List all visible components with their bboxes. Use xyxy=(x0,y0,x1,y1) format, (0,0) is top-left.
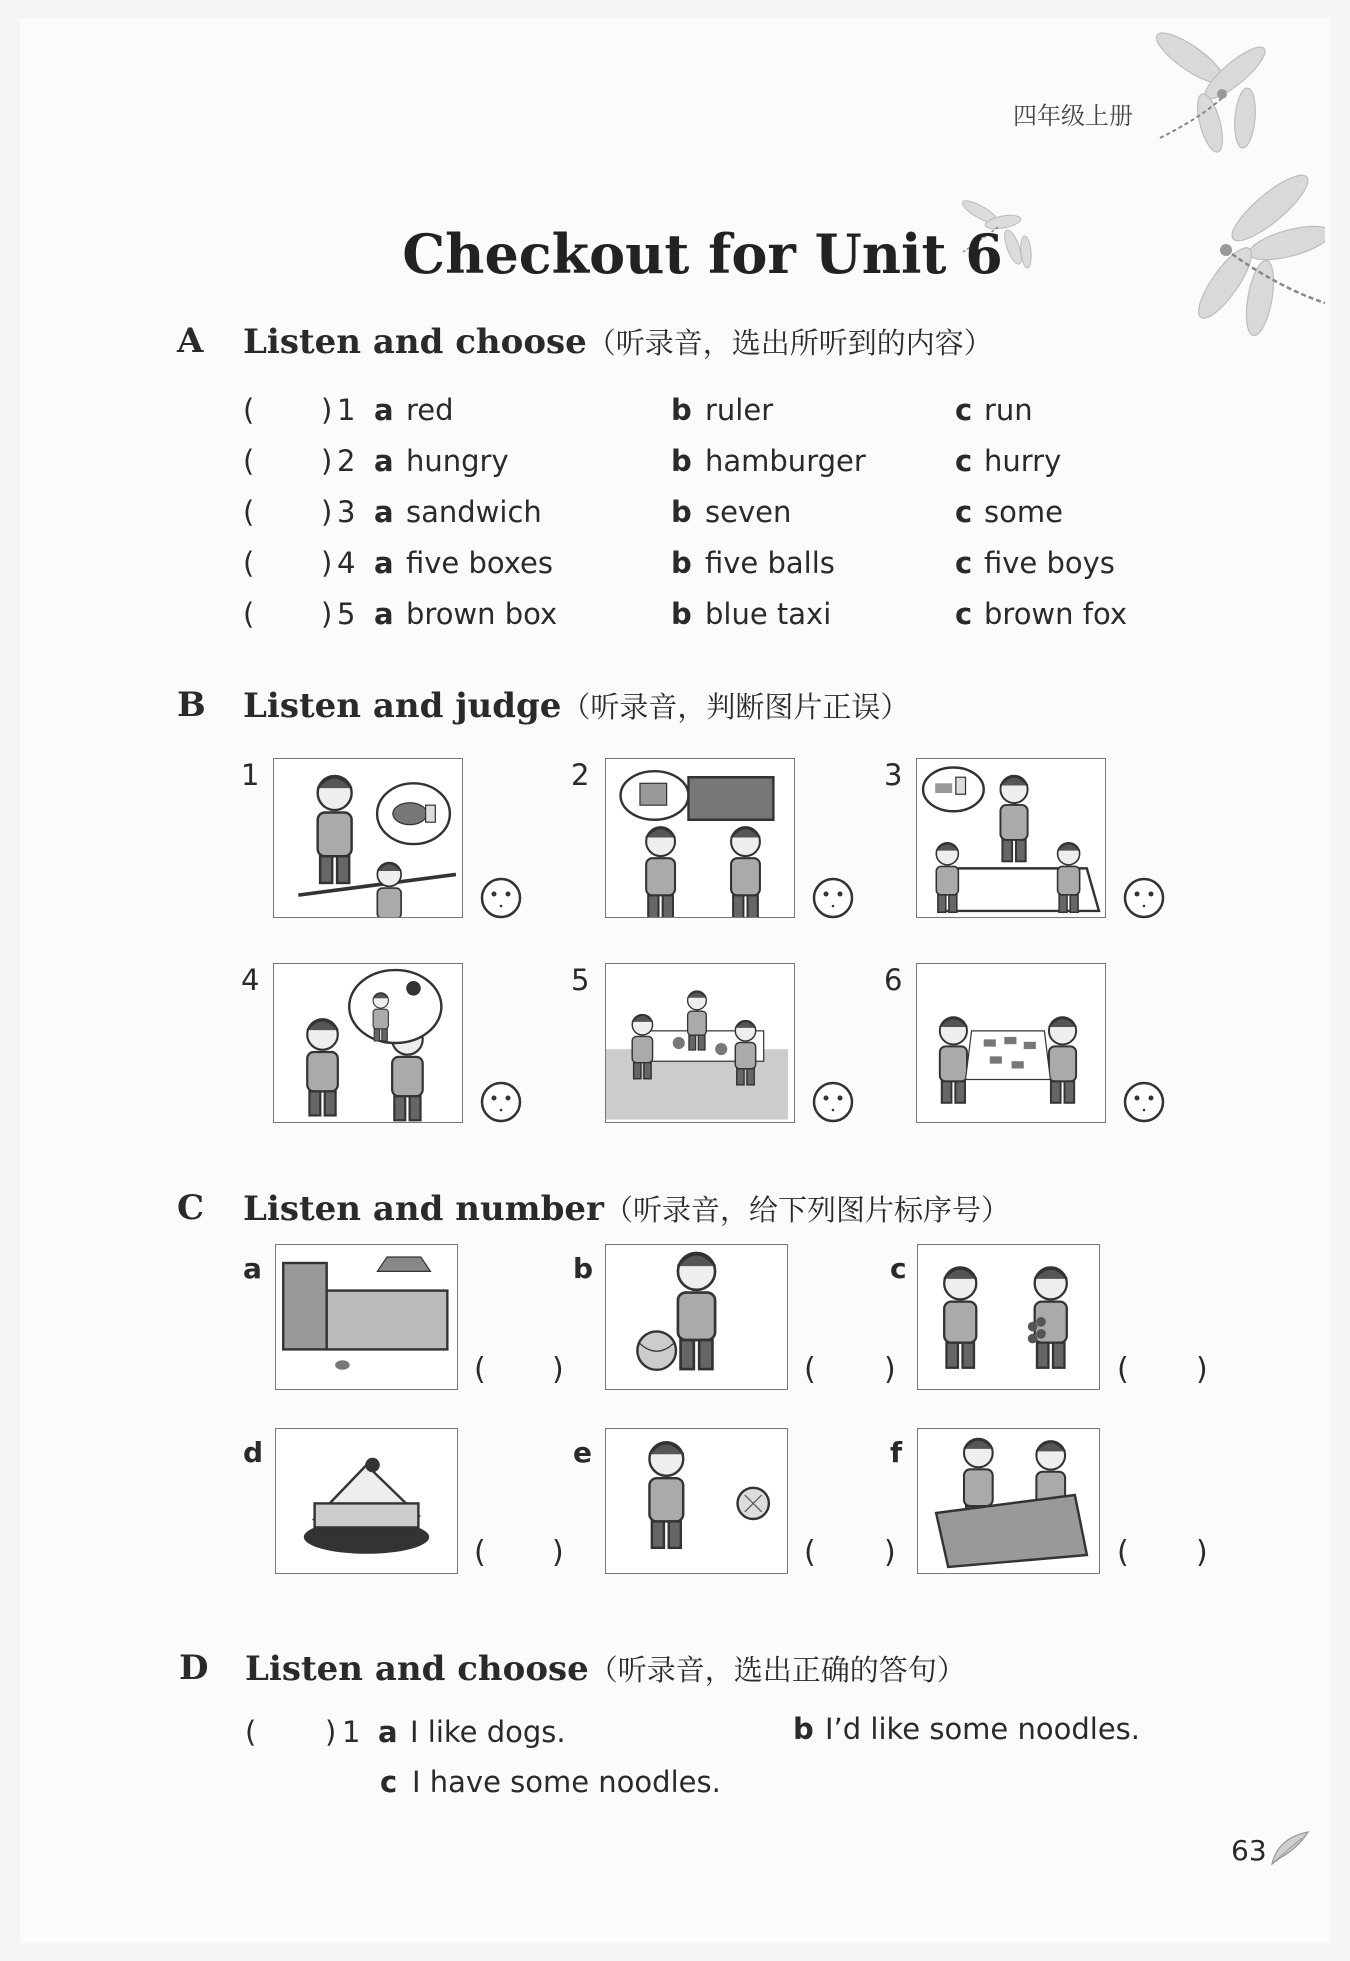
option-a-letter: a xyxy=(374,597,394,631)
option-c-text: hurry xyxy=(984,444,1062,478)
picture-label: e xyxy=(573,1436,592,1469)
judge-picture xyxy=(605,963,795,1123)
dragonfly-decoration-icon xyxy=(1140,18,1325,358)
section-a-title-cn: （听录音，选出所听到的内容） xyxy=(586,326,993,360)
option-a-letter: a xyxy=(374,444,394,478)
option-a-letter: a xyxy=(374,495,394,529)
section-d-title xyxy=(245,1648,966,1689)
option-b-text: hamburger xyxy=(705,444,866,478)
answer-paren-close[interactable]: ) xyxy=(552,1352,564,1387)
option-a-text: I like dogs. xyxy=(410,1715,566,1749)
answer-paren-open: ( xyxy=(243,393,255,427)
answer-paren-open: ( xyxy=(243,546,255,580)
answer-paren-close[interactable]: ) xyxy=(552,1535,564,1570)
option-c-letter: c xyxy=(955,495,973,529)
item-number: 4 xyxy=(337,546,356,580)
judge-face-icon[interactable] xyxy=(480,1081,522,1123)
option-b-letter: b xyxy=(671,444,692,478)
answer-paren-close: ) xyxy=(321,546,333,580)
section-d-title-cn: （听录音，选出正确的答句） xyxy=(588,1653,966,1687)
answer-paren-close: ) xyxy=(321,444,333,478)
section-b-title-cn: （听录音，判断图片正误） xyxy=(561,690,910,724)
option-c-text: some xyxy=(984,495,1063,529)
option-b-letter: b xyxy=(671,495,692,529)
picture-label: a xyxy=(243,1252,262,1285)
answer-paren-open: ( xyxy=(243,495,255,529)
picture-number: 6 xyxy=(884,963,903,997)
judge-face-icon[interactable] xyxy=(480,877,522,919)
judge-picture xyxy=(916,963,1106,1123)
picture-label: b xyxy=(573,1252,594,1285)
section-a-letter: A xyxy=(177,321,204,361)
number-picture xyxy=(917,1244,1100,1390)
option-b-letter: b xyxy=(671,393,692,427)
answer-paren-close: ) xyxy=(325,1715,337,1749)
answer-paren-close[interactable]: ) xyxy=(884,1352,896,1387)
judge-picture xyxy=(273,963,463,1123)
item-number: 2 xyxy=(337,444,356,478)
section-c-title xyxy=(243,1188,1010,1229)
answer-paren-open: ( xyxy=(245,1715,257,1749)
section-a-title xyxy=(243,321,993,362)
answer-paren-open[interactable]: ( xyxy=(1117,1352,1129,1387)
judge-face-icon[interactable] xyxy=(1123,1081,1165,1123)
section-d-title-en: Listen and choose xyxy=(245,1649,589,1689)
option-a-text: sandwich xyxy=(406,495,542,529)
picture-number: 5 xyxy=(571,963,590,997)
answer-paren-open[interactable]: ( xyxy=(804,1352,816,1387)
option-c-letter: c xyxy=(955,597,973,631)
section-c-letter: C xyxy=(177,1188,205,1228)
option-c-letter: c xyxy=(955,444,973,478)
option-b-letter: b xyxy=(671,597,692,631)
page-title: Checkout for Unit 6 xyxy=(402,222,1003,286)
option-a-text: red xyxy=(406,393,454,427)
section-b-title-en: Listen and judge xyxy=(243,686,562,726)
number-picture xyxy=(275,1244,458,1390)
picture-label: d xyxy=(243,1436,264,1469)
section-c-title-en: Listen and number xyxy=(243,1189,604,1229)
answer-paren-open[interactable]: ( xyxy=(1117,1535,1129,1570)
option-a-letter: a xyxy=(378,1715,398,1749)
option-a-text: hungry xyxy=(406,444,509,478)
option-b-text: seven xyxy=(705,495,792,529)
option-c-text: I have some noodles. xyxy=(412,1765,721,1799)
answer-paren-open: ( xyxy=(243,597,255,631)
judge-picture xyxy=(916,758,1106,918)
item-number: 1 xyxy=(342,1715,361,1749)
option-c-letter: c xyxy=(955,393,973,427)
option-b-text: ruler xyxy=(705,393,774,427)
judge-face-icon[interactable] xyxy=(812,877,854,919)
number-picture xyxy=(605,1244,788,1390)
section-b-title xyxy=(243,685,909,726)
judge-face-icon[interactable] xyxy=(1123,877,1165,919)
option-b-text: five balls xyxy=(705,546,835,580)
item-number: 1 xyxy=(337,393,356,427)
answer-paren-open: ( xyxy=(243,444,255,478)
answer-paren-open[interactable]: ( xyxy=(474,1352,486,1387)
option-c-letter: c xyxy=(955,546,973,580)
answer-paren-open[interactable]: ( xyxy=(804,1535,816,1570)
section-b-letter: B xyxy=(177,685,206,725)
page-number: 63 xyxy=(1231,1834,1267,1867)
answer-paren-close: ) xyxy=(321,597,333,631)
option-c-letter: c xyxy=(380,1765,398,1799)
picture-number: 2 xyxy=(571,758,590,792)
answer-paren-close: ) xyxy=(321,393,333,427)
picture-label: c xyxy=(890,1252,907,1285)
answer-paren-open[interactable]: ( xyxy=(474,1535,486,1570)
grade-label: 四年级上册 xyxy=(1013,102,1133,130)
section-d-letter: D xyxy=(179,1648,209,1688)
section-c-title-cn: （听录音，给下列图片标序号） xyxy=(603,1193,1010,1227)
option-b-text: blue taxi xyxy=(705,597,832,631)
answer-paren-close[interactable]: ) xyxy=(884,1535,896,1570)
judge-picture xyxy=(605,758,795,918)
option-b-letter: b xyxy=(793,1712,814,1746)
option-c-text: run xyxy=(984,393,1033,427)
option-a-letter: a xyxy=(374,393,394,427)
number-picture xyxy=(917,1428,1100,1574)
number-picture xyxy=(605,1428,788,1574)
option-b-letter: b xyxy=(671,546,692,580)
item-number: 5 xyxy=(337,597,356,631)
answer-paren-close[interactable]: ) xyxy=(1196,1352,1208,1387)
number-picture xyxy=(275,1428,458,1574)
option-c-text: five boys xyxy=(984,546,1115,580)
picture-label: f xyxy=(890,1436,903,1469)
answer-paren-close[interactable]: ) xyxy=(1196,1535,1208,1570)
option-c-text: brown fox xyxy=(984,597,1127,631)
option-a-text: brown box xyxy=(406,597,558,631)
answer-paren-close: ) xyxy=(321,495,333,529)
judge-picture xyxy=(273,758,463,918)
section-a-title-en: Listen and choose xyxy=(243,322,587,362)
option-b-text: I’d like some noodles. xyxy=(825,1712,1140,1746)
picture-number: 3 xyxy=(884,758,903,792)
picture-number: 1 xyxy=(241,758,260,792)
leaf-icon xyxy=(1268,1828,1312,1868)
picture-number: 4 xyxy=(241,963,260,997)
option-a-letter: a xyxy=(374,546,394,580)
judge-face-icon[interactable] xyxy=(812,1081,854,1123)
item-number: 3 xyxy=(337,495,356,529)
option-a-text: five boxes xyxy=(406,546,553,580)
